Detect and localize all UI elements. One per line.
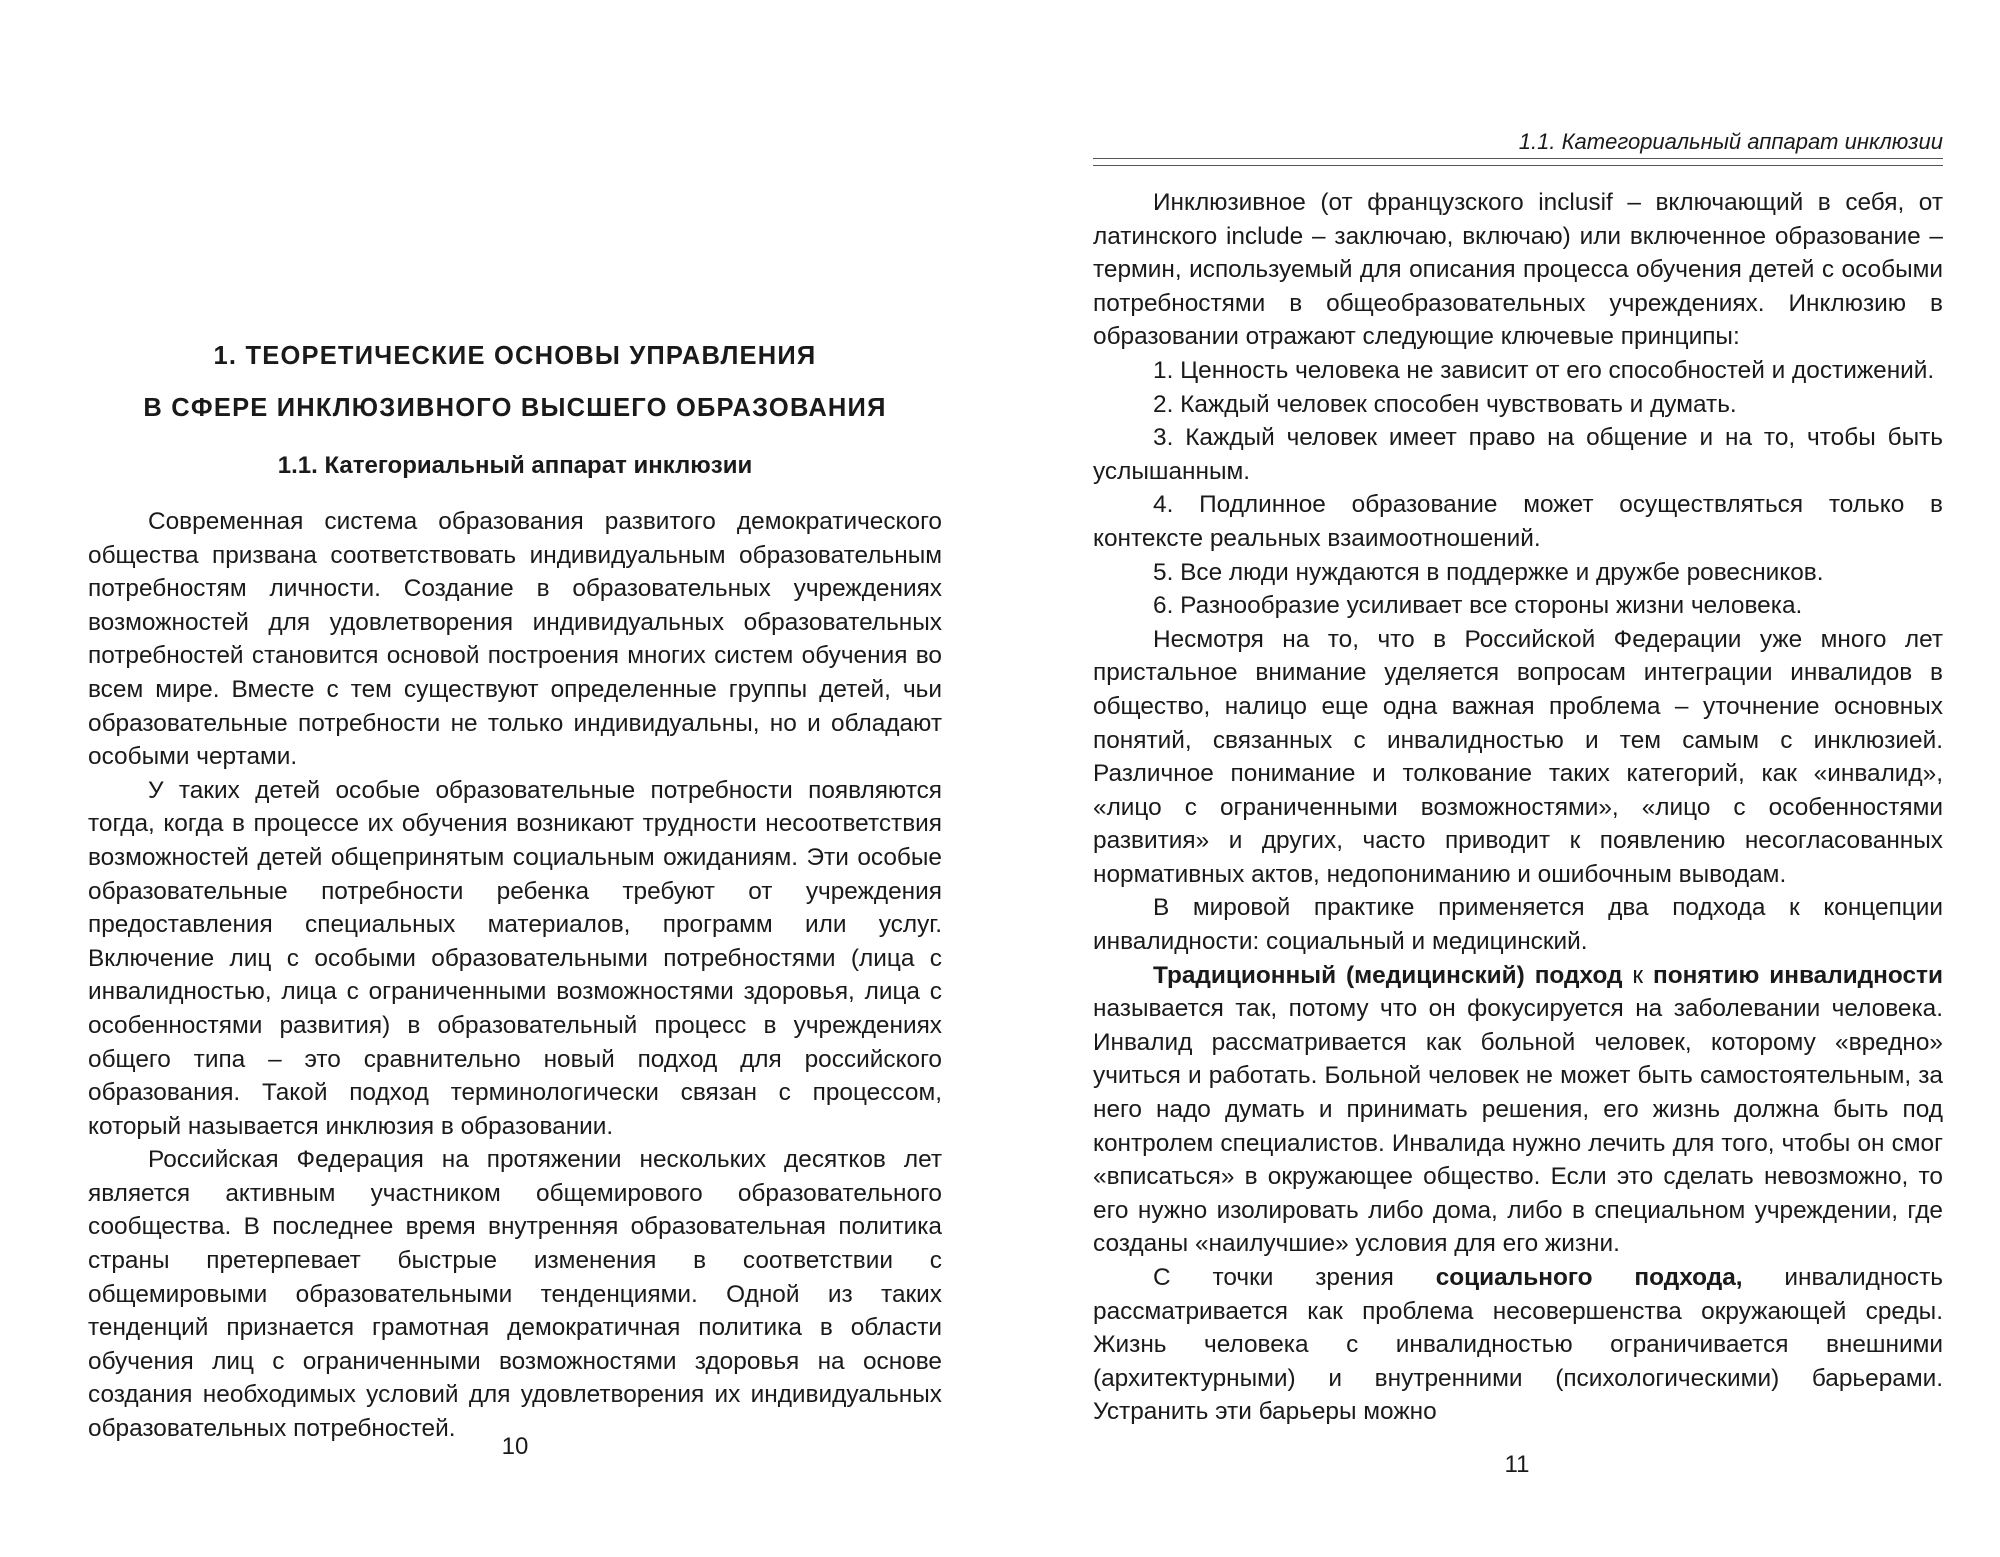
principle-item: 1. Ценность человека не зависит от его способностей и достижений. xyxy=(1153,356,1935,384)
section-title: 1.1. Категориальный аппарат инклюзии xyxy=(277,452,753,479)
running-head: 1.1. Категориальный аппарат инклюзии xyxy=(1518,129,1943,154)
right-page xyxy=(1000,0,2000,1557)
principle-item: 2. Каждый человек способен чувствовать и думать. xyxy=(1153,390,1737,418)
paragraph-social xyxy=(1093,1261,1943,1429)
text-run: С точки зрения xyxy=(1153,1264,1436,1291)
paragraph: Российская Федерация на протяжении нескольких десятков лет является активным участником общемирового образовательного сообщества. В последнее время внутренняя образовательная политика страны претерпевает быстрые изменения в соответствии с общемировыми образовательными тенденциями. Одной из таких тенденций признается грамотная демократичная политика в области обучения лиц с ограниченными возможностями здоровья на основе создания необходимых условий для удовлетворения их индивидуальных образовательных потребностей. xyxy=(88,1146,942,1443)
paragraph: У таких детей особые образовательные потребности появляются тогда, когда в процессе их обучения возникают трудности несоответствия возможностей детей общепринятым социальным ожиданиям. Эти особые образовательные потребности ребенка требуют от учреждения предоставления специальных материалов, программ или услуг. Включение лиц с особыми образовательными потребностями (лица с инвалидностью, лица с ограниченными возможностями здоровья, лица с особенностями развития) в образовательный процесс в учреждениях общего типа – это сравнительно новый подход для российского образования. Такой подход терминологически связан с процессом, который называется инклюзия в образовании. xyxy=(88,776,942,1140)
paragraph: Несмотря на то, что в Российской Федерации уже много лет пристальное внимание уделяется вопросам интеграции инвалидов в общество, налицо еще одна важная проблема – уточнение основных понятий, связанных с инвалидностью и тем самым с инклюзией. Различное понимание и толкование таких категорий, как «инвалид», «лицо с ограниченными возможностями», «лицо с особенностями развития» и других, часто приводит к появлению несогласованных нормативных актов, недопониманию и ошибочным выводам. xyxy=(1093,625,1943,888)
principle-item: 4. Подлинное образование может осуществляться только в контексте реальных взаимоотношений. xyxy=(1093,491,1943,552)
text-run: инвалидность рассматривается как проблема несовершенства окружающей среды. Жизнь человека с инвалидностью ограничивается внешними (архитектурными) и внутренними (психологическими) барьерами. Устранить эти барьеры можно xyxy=(1093,1264,1943,1426)
page-number: 10 xyxy=(501,1433,529,1460)
left-body-text xyxy=(88,505,942,1446)
bold-term: Традиционный (медицинский) подход xyxy=(1153,961,1623,989)
paragraph: В мировой практике применяется два подхода к концепции инвалидности: социальный и медицинский. xyxy=(1093,894,1943,956)
paragraph-traditional xyxy=(1093,959,1943,1261)
text-run: к xyxy=(1622,961,1653,989)
paragraph: Современная система образования развитого демократического общества призвана соответствовать индивидуальным образовательным потребностям личности. Создание в образовательных учреждениях возможностей для удовлетворения индивидуальных образовательных потребностей становится основой построения многих систем обучения во всем мире. Вместе с тем существуют определенные группы детей, чьи образовательные потребности не только индивидуальны, но и обладают особыми чертами. xyxy=(88,508,942,771)
right-body-text xyxy=(1093,186,1943,1429)
header-rule xyxy=(1093,158,1943,166)
chapter-title-line-2: В СФЕРЕ ИНКЛЮЗИВНОГО ВЫСШЕГО ОБРАЗОВАНИЯ xyxy=(143,394,887,422)
page-number: 11 xyxy=(1504,1451,1530,1478)
principle-item: 5. Все люди нуждаются в поддержке и дружбе ровесников. xyxy=(1153,558,1824,586)
chapter-title xyxy=(88,330,942,434)
chapter-title-line-1: 1. ТЕОРЕТИЧЕСКИЕ ОСНОВЫ УПРАВЛЕНИЯ xyxy=(213,342,817,370)
principle-item: 3. Каждый человек имеет право на общение и на то, чтобы быть услышанным. xyxy=(1093,424,1943,485)
paragraph: Инклюзивное (от французского inclusif – включающий в себя, от латинского include – заключаю, включаю) или включенное образование – термин, используемый для описания процесса обучения детей с особыми потребностями в общеобразовательных учреждениях. Инклюзию в образовании отражают следующие ключевые принципы: xyxy=(1093,189,1943,351)
principle-item: 6. Разнообразие усиливает все стороны жизни человека. xyxy=(1153,592,1803,620)
bold-term: социального подхода, xyxy=(1435,1264,1743,1291)
bold-term: понятию инвалидности xyxy=(1652,961,1943,989)
text-run: называется так, потому что он фокусируется на заболевании человека. Инвалид рассматривается как больной человек, которому «вредно» учиться и работать. Больной человек не может быть самостоятельным, за него надо думать и принимать решения, его жизнь должна быть под контролем специалистов. Инвалида нужно лечить для того, чтобы он смог «вписаться» в окружающее общество. Если это сделать невозможно, то его нужно изолировать либо дома, либо в специальном учреждении, где созданы «наилучшие» условия для его жизни. xyxy=(1093,995,1943,1258)
